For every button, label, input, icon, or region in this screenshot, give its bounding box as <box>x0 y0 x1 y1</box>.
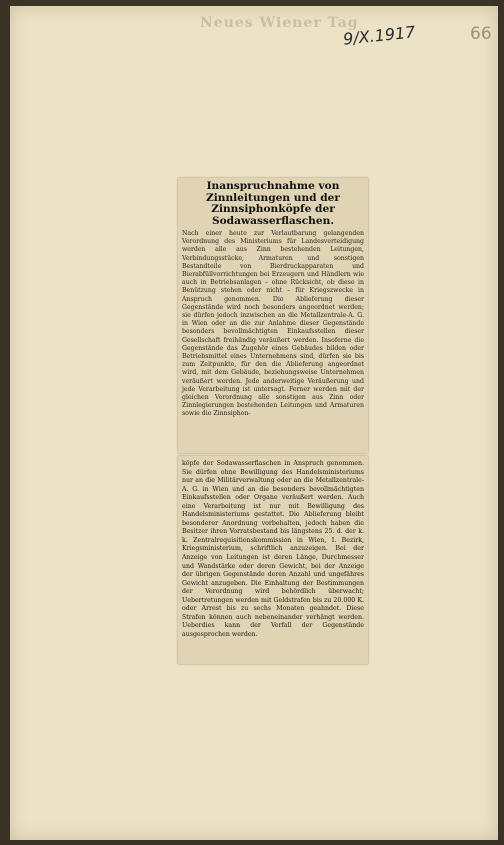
newspaper-clipping-upper <box>178 178 368 453</box>
handwritten-date: 9/X.1917 <box>342 22 417 49</box>
newspaper-clipping-lower <box>178 456 368 664</box>
article-body-part1: Nach einer heute zur Verlautbarung gelangenden Verordnung des Ministeriums für Landesverteidigung werden alle aus Zinn bestehenden Leitungen, Verbindungsstücke, Armaturen und sonstigen Bestandteile von Bierdruckapparaten und Bierabfüllvorrichtungen bei Erzeugern und Händlern wie auch in Betriebsanlagen – ohne Rücksicht, ob diese in Benützung stehen oder nicht – für Kriegszwecke in Anspruch genommen. Die Ablieferung dieser Gegenstände wird noch besonders angeordnet werden; sie dürfen jedoch inzwischen an die Metallzentrale-A. G. in Wien oder an die zur Anlahme dieser Gegenstände besonders bevollmächtigten Einkaufsstellen dieser Gesellschaft freihändig veräußert werden. Insoferne die Gegenstände das Zugehör eines Gebäudes bilden oder Betriebsmittel eines Unternehmens sind, dürfen sie bis zum Zeitpunkte, für den die Ablieferung angeordnet wird, mit dem Gebäude, beziehungsweise Unternehmen veräußert werden. Jede anderweitige Veräußerung und jede Verarbeitung ist untersagt. Ferner werden mit der gleichen Verordnung alle sonstigen aus Zinn oder Zinnlegierungen bestehenden Leitungen und Armaturen sowie die Zinnsiphon- <box>182 230 364 418</box>
article-body-part2: köpfe der Sodawasserflaschen in Anspruch genommen. Sie dürfen ohne Bewilligung des Handelsministeriums nur an die Militärverwaltung oder an die Metallzentrale-A. G. in Wien und an die besonders bevollmächtigten Einkaufsstellen oder Organe veräußert werden. Auch eine Verarbeitung ist nur mit Bewilligung des Handelsministeriums gestattet. Die Ablieferung bleibt besonderer Anordnung vorbehalten, jedoch haben die Besitzer ihren Vorratsbestand bis längstens 25. d. der k. k. Zentralrequisitionskommission in Wien, I. Bezirk, Kriegsministerium, schriftlich anzuzeigen. Bei der Anzeige von Leitungen ist deren Länge, Durchmesser und Wandstärke oder deren Gewicht, bei der Anzeige der übrigen Gegenstände deren Anzahl und ungefähres Gewicht anzugeben. Die Einhaltung der Bestimmungen der Verordnung wird behördlich überwacht; Uebertretungen werden mit Geldstrafen bis zu 20.000 K. oder Arrest bis zu sechs Monaten geahndet. Diese Strafen können auch nebeneinander verhängt werden. Ueberdies kann der Verfall der Gegenstände ausgesprochen werden. <box>182 460 364 638</box>
page-number: 66 <box>470 24 492 44</box>
newspaper-stamp: Neues Wiener Tag <box>200 15 359 31</box>
article-headline: Inanspruchnahme von Zinnleitungen und der Zinnsiphonköpfe der Sodawasserflaschen. <box>205 180 340 227</box>
